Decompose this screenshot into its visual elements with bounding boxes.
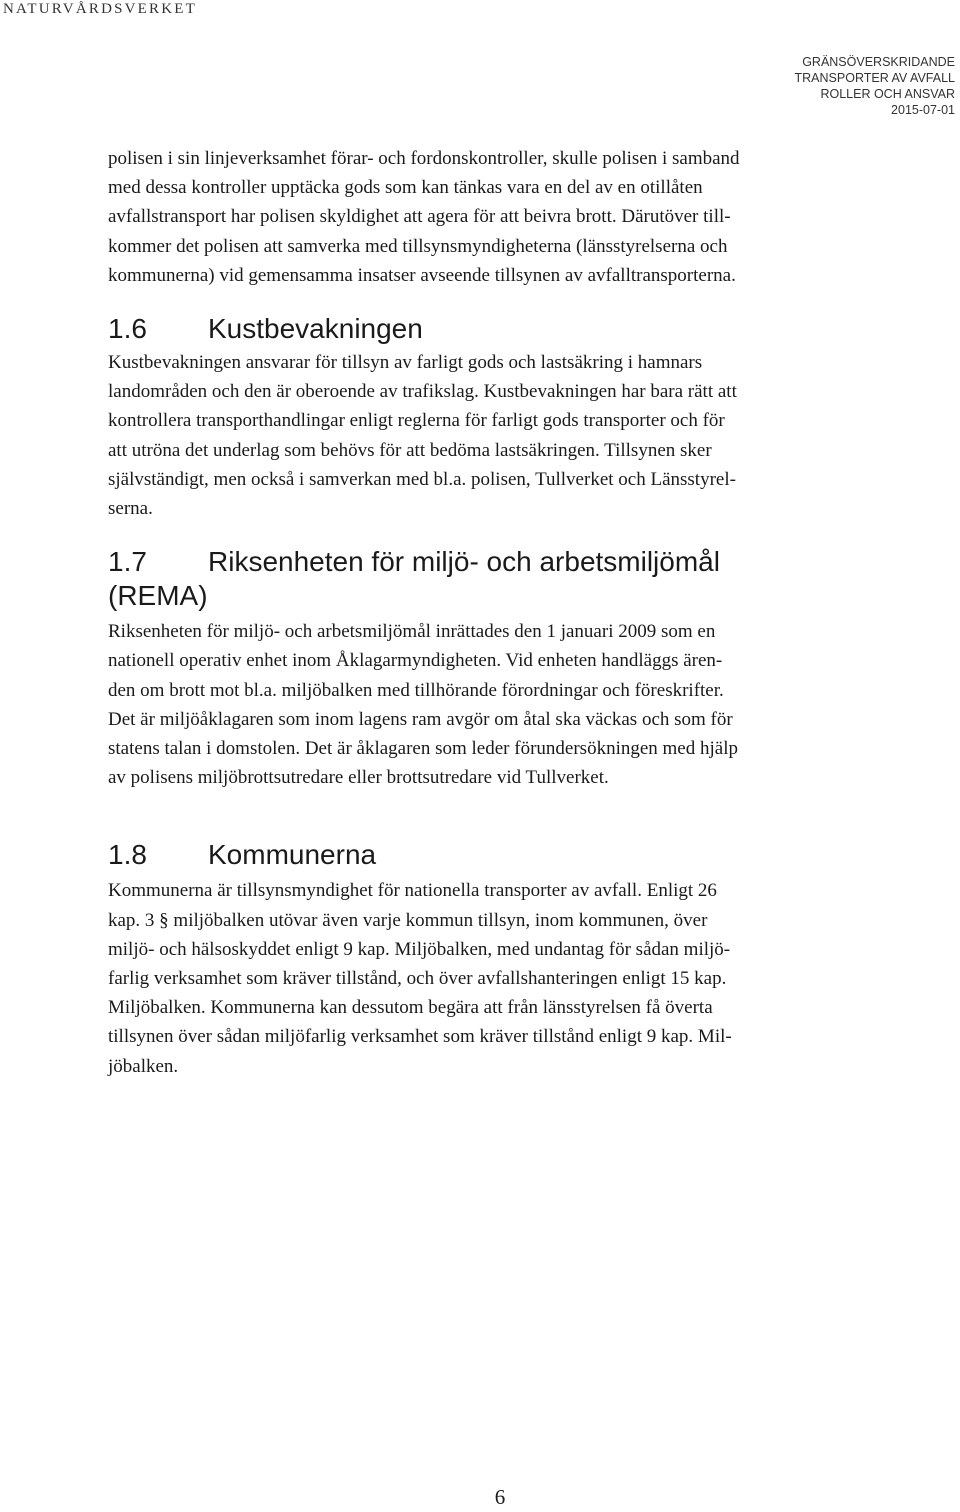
text-line: kap. 3 § miljöbalken utövar även varje kommun tillsyn, inom kommunen, över bbox=[108, 909, 708, 931]
section-title: Kustbevakningen bbox=[208, 313, 423, 345]
agency-name: NATURVÅRDSVERKET bbox=[3, 1, 198, 17]
text-line: serna. bbox=[108, 498, 153, 520]
section-heading-kommunerna bbox=[108, 838, 850, 872]
text-line: kommunerna) vid gemensamma insatser avseende tillsynen av avfalltransporterna. bbox=[108, 264, 736, 286]
text-line: med dessa kontroller upptäcka gods som kan tänkas vara en del av en otillåten bbox=[108, 177, 703, 199]
running-head-line: ROLLER OCH ANSVAR bbox=[820, 87, 955, 101]
running-head bbox=[795, 54, 955, 118]
text-line: jöbalken. bbox=[108, 1055, 179, 1077]
page-body bbox=[108, 144, 850, 1081]
section-number: 1.7 bbox=[108, 546, 147, 578]
document-date: 2015-07-01 bbox=[891, 103, 955, 117]
section-title-continuation: (REMA) bbox=[108, 580, 208, 612]
running-head-line: GRÄNSÖVERSKRIDANDE bbox=[802, 55, 955, 69]
section-paragraph bbox=[108, 348, 850, 523]
section-title: Kommunerna bbox=[208, 839, 377, 871]
text-line: landområden och den är oberoende av trafikslag. Kustbevakningen har bara rätt att bbox=[108, 381, 737, 403]
running-head-line: TRANSPORTER AV AVFALL bbox=[794, 71, 955, 85]
section-number: 1.6 bbox=[108, 313, 147, 345]
section-paragraph bbox=[108, 617, 850, 792]
text-line: Kommunerna är tillsynsmyndighet för nationella transporter av avfall. Enligt 26 bbox=[108, 880, 717, 902]
text-line: nationell operativ enhet inom Åklagarmyndigheten. Vid enheten handläggs ären- bbox=[108, 650, 723, 672]
text-line: farlig verksamhet som kräver tillstånd, och över avfallshanteringen enligt 15 kap. bbox=[108, 968, 727, 990]
section-heading-rema bbox=[108, 545, 850, 613]
text-line: självständigt, men också i samverkan med bl.a. polisen, Tullverket och Länsstyrel- bbox=[108, 468, 736, 490]
text-line: Det är miljöåklagaren som inom lagens ram avgör om åtal ska väckas och som för bbox=[108, 708, 733, 730]
text-line: kommer det polisen att samverka med tillsynsmyndigheterna (länsstyrelserna och bbox=[108, 235, 728, 257]
intro-paragraph bbox=[108, 144, 850, 290]
text-line: Miljöbalken. Kommunerna kan dessutom begära att från länsstyrelsen få överta bbox=[108, 997, 713, 1019]
text-line: Riksenheten för miljö- och arbetsmiljömål inrättades den 1 januari 2009 som en bbox=[108, 621, 716, 643]
text-line: polisen i sin linjeverksamhet förar- och fordonskontroller, skulle polisen i samband bbox=[108, 148, 740, 169]
text-line: den om brott mot bl.a. miljöbalken med tillhörande förordningar och föreskrifter. bbox=[108, 679, 724, 701]
page-number: 6 bbox=[494, 1485, 506, 1509]
text-line: att utröna det underlag som behövs för att bedöma lastsäkringen. Tillsynen sker bbox=[108, 439, 712, 461]
text-line: kontrollera transporthandlingar enligt reglerna för farligt gods transporter och för bbox=[108, 410, 725, 432]
section-paragraph bbox=[108, 876, 850, 1080]
text-line: statens talan i domstolen. Det är åklagaren som leder förundersökningen med hjälp bbox=[108, 738, 738, 760]
text-line: Kustbevakningen ansvarar för tillsyn av farligt gods och lastsäkring i hamnars bbox=[108, 352, 703, 374]
text-line: avfallstransport har polisen skyldighet att agera för att beivra brott. Därutöver till- bbox=[108, 206, 731, 228]
section-number: 1.8 bbox=[108, 839, 147, 871]
text-line: miljö- och hälsoskyddet enligt 9 kap. Miljöbalken, med undantag för sådan miljö- bbox=[108, 938, 731, 960]
text-line: tillsynen över sådan miljöfarlig verksamhet som kräver tillstånd enligt 9 kap. Mil- bbox=[108, 1026, 732, 1048]
section-heading-kustbevakningen bbox=[108, 312, 850, 346]
text-line: av polisens miljöbrottsutredare eller brottsutredare vid Tullverket. bbox=[108, 767, 609, 789]
section-title: Riksenheten för miljö- och arbetsmiljömål bbox=[208, 546, 720, 578]
